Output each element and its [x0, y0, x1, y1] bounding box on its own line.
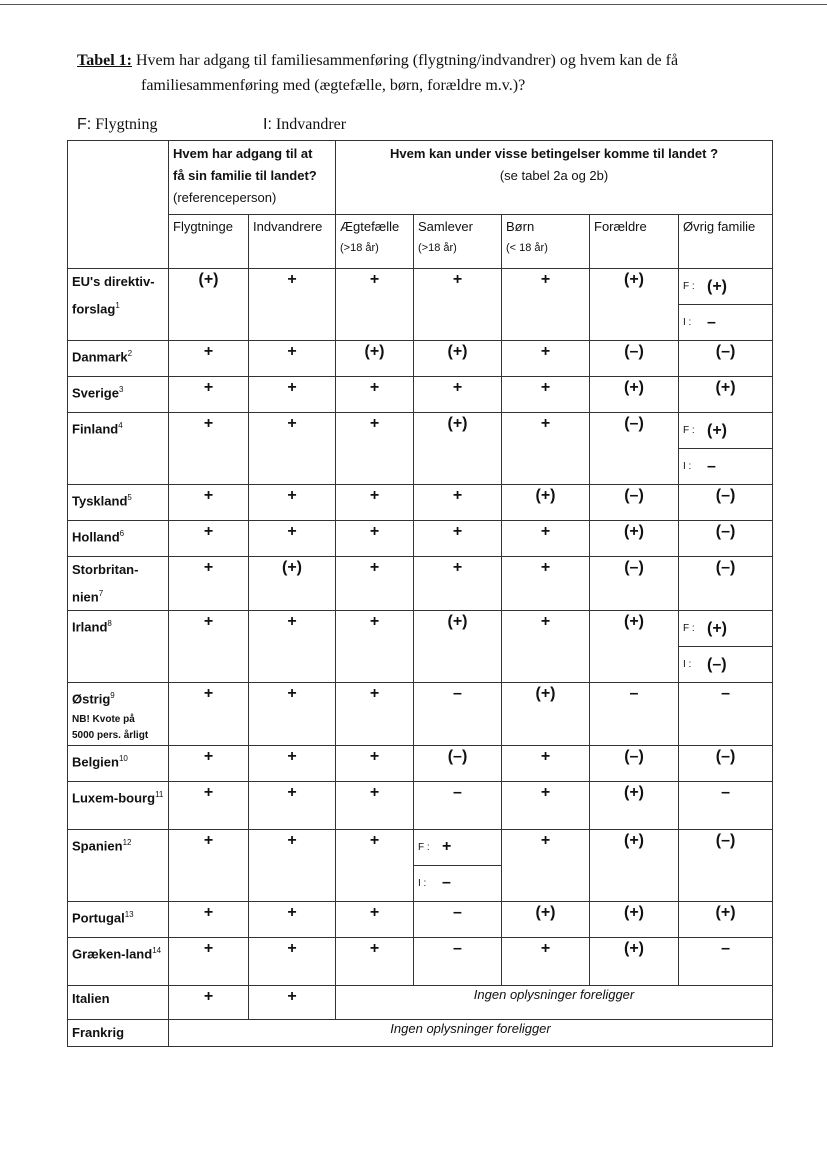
country-cell [68, 745, 169, 781]
split-value: + [442, 838, 452, 856]
value-cell: + [414, 377, 502, 413]
split-value: – [442, 874, 451, 892]
split-key: F : [683, 623, 695, 635]
value-cell: + [249, 781, 336, 829]
split-key: I : [683, 317, 692, 328]
country-cell [68, 937, 169, 985]
country-cell [68, 557, 169, 611]
split-value: – [707, 457, 716, 475]
value-cell: (–) [590, 485, 679, 521]
column-header [336, 215, 414, 269]
value-cell: (+) [590, 901, 679, 937]
value-cell: (–) [679, 341, 773, 377]
country-cell [68, 901, 169, 937]
split-value: (+) [707, 277, 727, 295]
value-cell: (+) [414, 341, 502, 377]
split-value: (+) [707, 619, 727, 637]
value-cell: (+) [590, 829, 679, 901]
value-cell: + [336, 413, 414, 485]
value-cell: (+) [590, 611, 679, 683]
country-cell [68, 521, 169, 557]
value-cell: (–) [679, 521, 773, 557]
value-cell: + [502, 937, 590, 985]
split-key: F : [683, 281, 695, 292]
country-name: Luxem-bourg [72, 789, 156, 805]
value-cell: (+) [590, 377, 679, 413]
caption-label: Tabel 1: [77, 52, 132, 69]
quota-note [72, 712, 164, 744]
value-cell: + [336, 485, 414, 521]
header-left-title-2: få sin familie til landet? [173, 168, 317, 183]
quota-note-1: NB! Kvote på [72, 713, 135, 725]
footnote-ref: 4 [118, 421, 123, 430]
country-name: Tyskland [72, 493, 128, 509]
value-cell: – [414, 901, 502, 937]
value-cell: + [169, 521, 249, 557]
value-cell: (+) [679, 901, 773, 937]
no-data-cell: Ingen oplysninger foreligger [169, 1019, 773, 1046]
column-header-note: (< 18 år) [506, 242, 548, 254]
footnote-ref: 9 [110, 691, 115, 701]
country-cell [68, 611, 169, 683]
value-cell: + [169, 557, 249, 611]
footnote-ref: 12 [122, 837, 132, 847]
value-cell: (+) [590, 269, 679, 341]
value-cell: + [249, 485, 336, 521]
column-header-note: (>18 år) [340, 242, 379, 254]
footnote-ref: 3 [118, 385, 124, 394]
country-cell [68, 781, 169, 829]
column-header [502, 215, 590, 269]
header-right-title: Hvem kan under visse betingelser komme til landet ? [390, 146, 719, 161]
value-cell: (+) [169, 269, 249, 341]
value-cell: + [336, 781, 414, 829]
country-name: Portugal [72, 909, 125, 925]
family-reunification-table [67, 140, 773, 1047]
value-cell: + [169, 611, 249, 683]
value-cell: – [590, 683, 679, 745]
quota-note-2: 5000 pers. årligt [72, 729, 149, 741]
footnote-ref: 14 [152, 945, 162, 955]
column-header-label: Indvandrere [253, 219, 323, 234]
value-cell: (–) [679, 485, 773, 521]
split-value: – [707, 313, 716, 331]
value-cell: + [249, 683, 336, 745]
table-row [68, 901, 773, 937]
footnote-ref: 1 [115, 301, 120, 310]
country-name: Sverige [72, 385, 119, 401]
no-data-cell: Ingen oplysninger foreligger [336, 985, 773, 1019]
table-row [68, 521, 773, 557]
table-row [68, 611, 773, 683]
value-cell: + [502, 611, 590, 683]
header-reference [169, 141, 336, 215]
table-row [68, 377, 773, 413]
split-key: I : [683, 659, 692, 671]
top-rule [0, 4, 827, 5]
value-cell: (+) [336, 341, 414, 377]
value-cell: + [249, 829, 336, 901]
column-header-label: Børn [506, 219, 535, 234]
column-header [414, 215, 502, 269]
value-cell: – [414, 683, 502, 745]
value-cell: + [336, 829, 414, 901]
value-cell: + [336, 269, 414, 341]
value-cell: (–) [590, 745, 679, 781]
column-header-label: Øvrig familie [683, 219, 756, 234]
legend-i-key: I: [263, 116, 272, 133]
value-cell: + [249, 985, 336, 1019]
column-header [169, 215, 249, 269]
value-cell: (+) [414, 611, 502, 683]
value-cell: (–) [590, 557, 679, 611]
legend-flygtning [77, 116, 157, 134]
value-cell: + [336, 683, 414, 745]
value-cell: + [414, 521, 502, 557]
column-header-label: Ægtefælle [340, 219, 400, 234]
country-cell [68, 683, 169, 745]
value-cell: (–) [414, 745, 502, 781]
footnote-ref: 2 [127, 349, 133, 358]
value-cell: (–) [590, 341, 679, 377]
value-cell: + [502, 341, 590, 377]
value-cell: (–) [590, 413, 679, 485]
value-cell: + [502, 413, 590, 485]
split-row-f [414, 830, 501, 866]
table-row [68, 781, 773, 829]
split-cell [679, 269, 773, 341]
value-cell: + [249, 611, 336, 683]
value-cell: + [169, 485, 249, 521]
value-cell: + [249, 901, 336, 937]
value-cell: – [679, 937, 773, 985]
table-row [68, 683, 773, 745]
value-cell: (+) [679, 377, 773, 413]
country-name: EU's direktiv-forslag [72, 274, 155, 317]
footnote-ref: 13 [124, 909, 134, 919]
caption-text: Hvem har adgang til familiesammenføring (flygtning/indvandrer) og hvem kan de få [135, 52, 679, 69]
header-right-note: (se tabel 2a og 2b) [499, 168, 609, 183]
value-cell: + [502, 377, 590, 413]
split-cell [679, 413, 773, 485]
value-cell: + [169, 937, 249, 985]
value-cell: (+) [590, 521, 679, 557]
value-cell: + [336, 377, 414, 413]
footnote-ref: 5 [127, 493, 132, 502]
column-header-label: Samlever [418, 219, 473, 234]
column-header-note: (>18 år) [418, 242, 457, 254]
column-header-label: Flygtninge [173, 219, 233, 234]
table-row [68, 269, 773, 341]
country-cell [68, 1019, 169, 1046]
country-name: Belgien [72, 753, 119, 769]
footnote-ref: 11 [155, 789, 164, 799]
value-cell: + [336, 557, 414, 611]
value-cell: + [336, 937, 414, 985]
split-row-i [679, 449, 772, 484]
country-cell [68, 341, 169, 377]
value-cell: + [502, 781, 590, 829]
footnote-ref: 7 [98, 589, 104, 598]
country-cell [68, 413, 169, 485]
footnote-ref: 8 [107, 619, 112, 629]
value-cell: (+) [249, 557, 336, 611]
country-cell [68, 485, 169, 521]
value-cell: + [502, 557, 590, 611]
country-name: Finland [72, 421, 119, 437]
footnote-ref: 10 [118, 753, 128, 763]
country-name: Holland [72, 529, 120, 545]
value-cell: + [169, 745, 249, 781]
split-value: (–) [707, 655, 727, 673]
column-header-label: Forældre [594, 219, 647, 234]
split-row-i [679, 305, 772, 340]
value-cell: (+) [590, 781, 679, 829]
legend-indvandrer [263, 116, 346, 134]
value-cell: + [502, 745, 590, 781]
table-row [68, 937, 773, 985]
legend-i-text: Indvandrer [275, 116, 347, 133]
value-cell: (–) [679, 557, 773, 611]
column-header [679, 215, 773, 269]
value-cell: (–) [679, 829, 773, 901]
split-value: (+) [707, 421, 727, 439]
value-cell: + [169, 683, 249, 745]
value-cell: (+) [502, 683, 590, 745]
table-row [68, 1019, 773, 1046]
split-row-f [679, 611, 772, 647]
value-cell: + [249, 413, 336, 485]
split-key: I : [683, 461, 692, 472]
value-cell: – [679, 683, 773, 745]
table-row [68, 485, 773, 521]
split-row-i [414, 866, 501, 901]
country-name: Frankrig [72, 1024, 125, 1040]
value-cell: + [169, 781, 249, 829]
corner-cell [68, 141, 169, 269]
value-cell: – [414, 781, 502, 829]
country-cell [68, 377, 169, 413]
value-cell: + [249, 377, 336, 413]
value-cell: + [414, 269, 502, 341]
value-cell: + [414, 485, 502, 521]
value-cell: (+) [502, 901, 590, 937]
table-row [68, 413, 773, 485]
value-cell: – [414, 937, 502, 985]
table-row [68, 985, 773, 1019]
caption-text-2: familiesammenføring med (ægtefælle, børn, forældre m.v.)? [141, 77, 526, 94]
value-cell: + [169, 413, 249, 485]
country-name: Danmark [72, 349, 128, 365]
split-key: F : [683, 425, 695, 436]
value-cell: (+) [414, 413, 502, 485]
value-cell: (+) [590, 937, 679, 985]
column-header [249, 215, 336, 269]
value-cell: + [169, 901, 249, 937]
value-cell: + [502, 829, 590, 901]
legend-f-key: F: [77, 116, 92, 133]
value-cell: + [336, 901, 414, 937]
column-header [590, 215, 679, 269]
header-left-note: (referenceperson) [173, 190, 277, 205]
split-row-f [679, 269, 772, 305]
value-cell: + [249, 937, 336, 985]
country-name: Irland [72, 619, 108, 635]
value-cell: + [169, 341, 249, 377]
value-cell: + [414, 557, 502, 611]
value-cell: + [249, 521, 336, 557]
value-cell: – [679, 781, 773, 829]
country-name: Storbritan-nien [72, 562, 139, 605]
value-cell: + [169, 377, 249, 413]
split-cell [679, 611, 773, 683]
table-row [68, 745, 773, 781]
value-cell: (–) [679, 745, 773, 781]
value-cell: + [169, 829, 249, 901]
header-left-title-1: Hvem har adgang til at [173, 146, 313, 161]
value-cell: + [249, 341, 336, 377]
value-cell: + [502, 521, 590, 557]
footnote-ref: 6 [119, 529, 125, 538]
value-cell: + [249, 745, 336, 781]
header-who-can-come [336, 141, 773, 215]
country-cell [68, 985, 169, 1019]
table-caption [77, 48, 767, 98]
value-cell: + [502, 269, 590, 341]
value-cell: + [336, 745, 414, 781]
country-name: Spanien [72, 837, 123, 853]
split-key: F : [418, 841, 430, 853]
value-cell: + [169, 985, 249, 1019]
split-cell [414, 829, 502, 901]
country-name: Østrig [72, 691, 111, 707]
split-row-f [679, 413, 772, 449]
legend-f-text: Flygtning [95, 116, 158, 133]
split-key: I : [418, 877, 427, 889]
country-name: Græken-land [72, 945, 153, 961]
country-cell [68, 269, 169, 341]
country-name: Italien [72, 990, 110, 1006]
country-cell [68, 829, 169, 901]
value-cell: + [249, 269, 336, 341]
table-row [68, 829, 773, 901]
table-row [68, 341, 773, 377]
split-row-i [679, 647, 772, 682]
table-row [68, 557, 773, 611]
value-cell: + [336, 521, 414, 557]
value-cell: (+) [502, 485, 590, 521]
value-cell: + [336, 611, 414, 683]
